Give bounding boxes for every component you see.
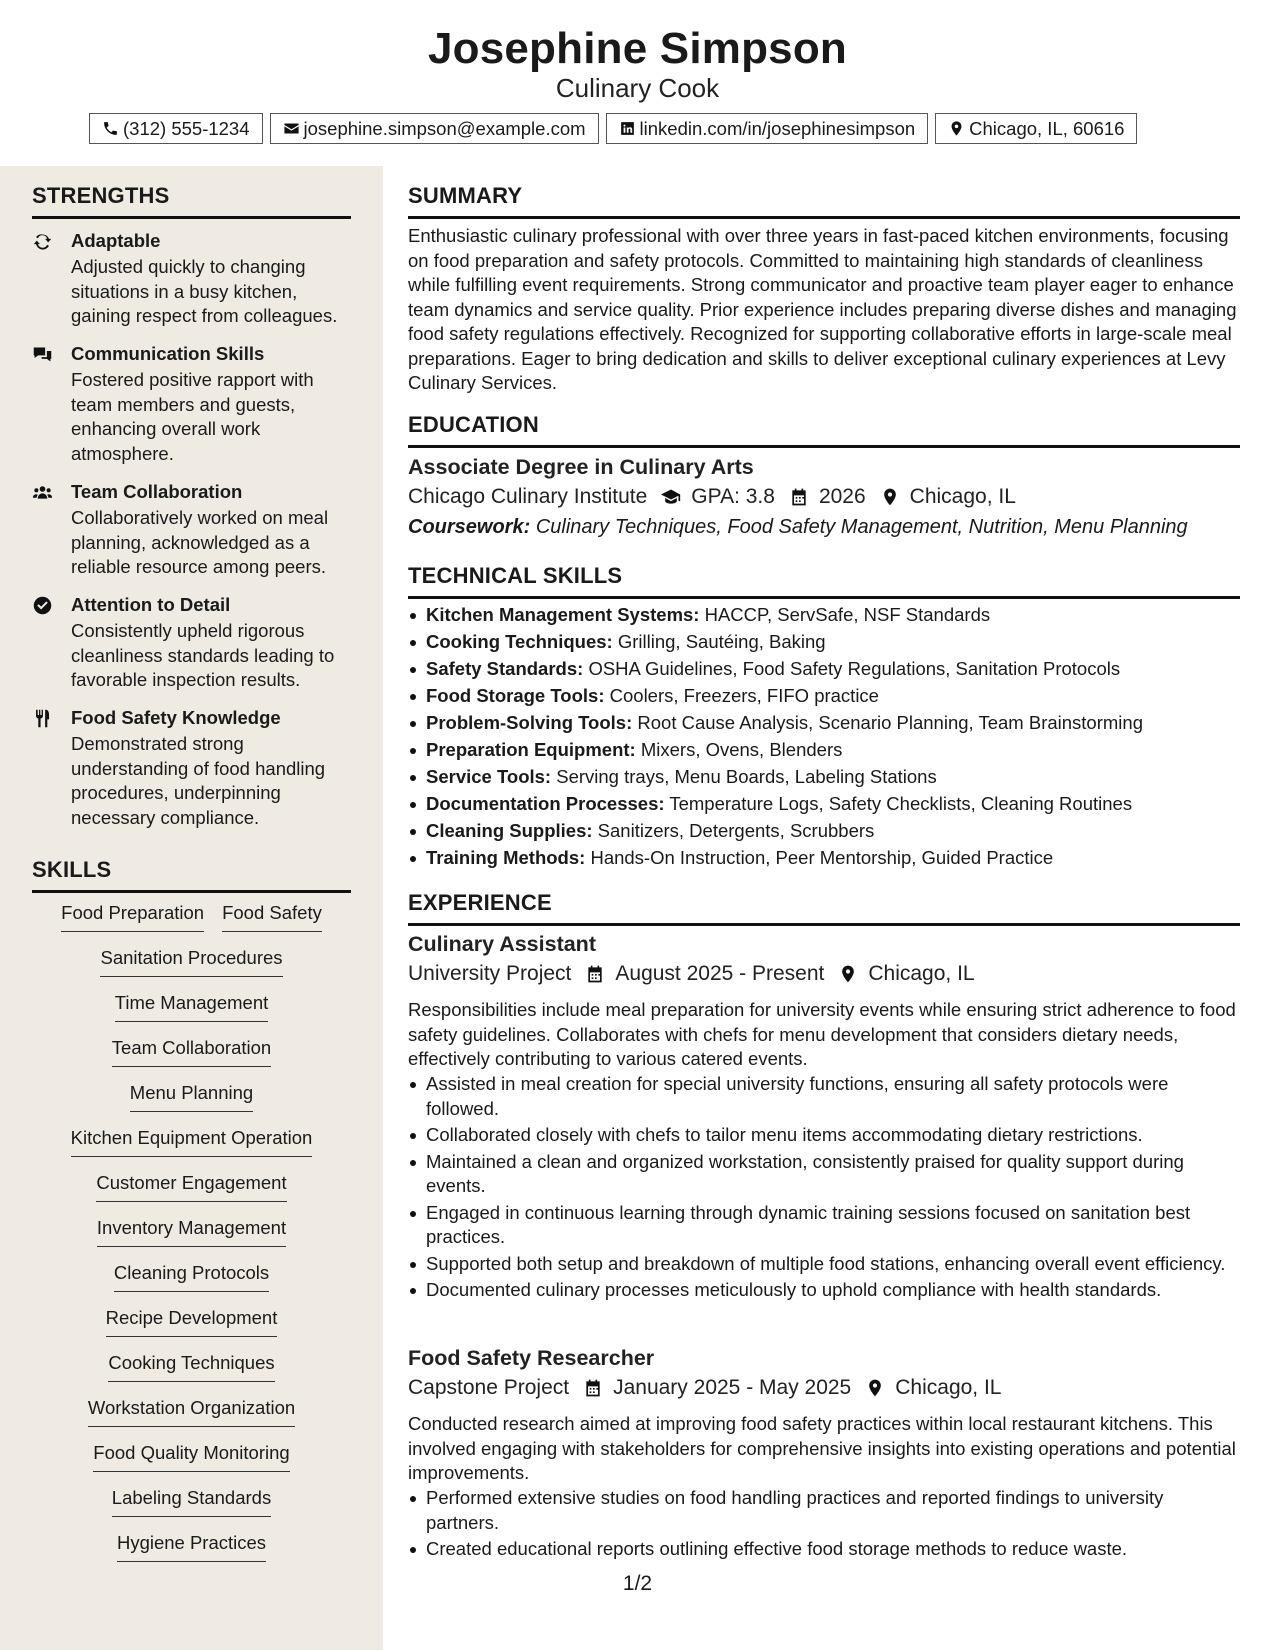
skill-tag: Hygiene Practices [117, 1531, 266, 1562]
skill-tag: Inventory Management [97, 1216, 286, 1247]
phone-text: (312) 555-1234 [123, 117, 250, 139]
degree-title: Associate Degree in Culinary Arts [408, 455, 754, 479]
job-org: Capstone Project [408, 1376, 570, 1399]
job-title: Food Safety Researcher [408, 1346, 655, 1370]
strength-description: Consistently upheld rigorous cleanliness standards leading to favorable inspection results. [71, 620, 335, 690]
skill-tag: Labeling Standards [112, 1486, 271, 1517]
skill-tag: Menu Planning [130, 1081, 253, 1112]
job-bullet: Assisted in meal creation for special university functions, ensuring all safety protocols were followed. [408, 1072, 1240, 1121]
strength-name: Food Safety Knowledge [71, 707, 281, 728]
strength-description: Adjusted quickly to changing situations in a busy kitchen, gaining respect from colleagues. [71, 256, 338, 326]
map-pin-icon [838, 964, 858, 984]
phone-contact[interactable] [89, 113, 263, 144]
skills-list [32, 901, 351, 1576]
education-location: Chicago, IL [909, 485, 1016, 508]
job-bullet: Performed extensive studies on food handling practices and reported findings to university partners. [408, 1486, 1240, 1535]
job-bullet: Maintained a clean and organized workstation, consistently praised for quality support during events. [408, 1150, 1240, 1199]
job-bullet: Engaged in continuous learning through dynamic training sessions focused on sanitation best practices. [408, 1201, 1240, 1250]
refresh-icon [32, 231, 54, 253]
strength-description: Fostered positive rapport with team members and guests, enhancing overall work atmosphere. [71, 369, 314, 464]
tech-skill-item: Kitchen Management Systems: HACCP, ServSafe, NSF Standards [408, 603, 1240, 630]
graduation-cap-icon [661, 487, 681, 507]
calendar-icon [583, 1378, 603, 1398]
linkedin-icon [619, 120, 636, 137]
email-contact[interactable] [270, 113, 599, 144]
tech-skill-item: Cooking Techniques: Grilling, Sautéing, Baking [408, 630, 1240, 657]
job-location: Chicago, IL [895, 1376, 1002, 1399]
skill-tag: Food Safety [222, 901, 322, 932]
envelope-icon [283, 120, 300, 137]
strength-name: Adaptable [71, 230, 161, 251]
summary-text: Enthusiastic culinary professional with over three years in fast-paced kitchen environments, focusing on food preparation and safety protocols. Committed to maintaining high standards of cleanliness while fulfilling event requirements. Strong communicator and proactive team player eager to enhance team dynamics and service quality. Prior experience includes preparing diverse dishes and managing food safety regulations effectively. Recognized for supporting collaborative efforts in large-scale meal preparations. Eager to bring dedication and skills to deliver exceptional culinary experiences at Levy Culinary Services. [408, 225, 1237, 393]
tech-skill-item: Documentation Processes: Temperature Logs, Safety Checklists, Cleaning Routines [408, 792, 1240, 819]
experience-heading: EXPERIENCE [408, 890, 1240, 926]
strength-item [32, 593, 351, 693]
map-pin-icon [865, 1378, 885, 1398]
map-pin-icon [880, 487, 900, 507]
job-title: Culinary Cook [555, 73, 720, 103]
email-text: josephine.simpson@example.com [303, 117, 586, 139]
skill-tag: Food Preparation [61, 901, 204, 932]
job-bullet: Documented culinary processes meticulously to uphold compliance with health standards. [408, 1278, 1240, 1303]
phone-icon [102, 120, 119, 137]
job-dates: August 2025 - Present [615, 962, 825, 985]
tech-skill-item: Preparation Equipment: Mixers, Ovens, Blenders [408, 738, 1240, 765]
linkedin-text: linkedin.com/in/josephinesimpson [639, 117, 916, 139]
sidebar [0, 166, 383, 1650]
education-meta [408, 483, 1016, 511]
skill-tag: Recipe Development [106, 1306, 278, 1337]
technical-skills-heading: TECHNICAL SKILLS [408, 563, 1240, 599]
strengths-heading: STRENGTHS [32, 183, 351, 219]
check-circle-icon [32, 595, 54, 617]
tech-skill-item: Safety Standards: OSHA Guidelines, Food Safety Regulations, Sanitation Protocols [408, 657, 1240, 684]
strength-description: Demonstrated strong understanding of food handling procedures, underpinning necessary compliance. [71, 733, 326, 828]
strength-name: Communication Skills [71, 343, 265, 364]
strength-item [32, 706, 351, 830]
gpa: GPA: 3.8 [691, 485, 775, 508]
coursework-label: Coursework: [408, 516, 531, 538]
skill-tag: Customer Engagement [96, 1171, 286, 1202]
job-meta [408, 1374, 1001, 1402]
job-bullet: Collaborated closely with chefs to tailor menu items accommodating dietary restrictions. [408, 1123, 1240, 1148]
strength-item [32, 342, 351, 466]
job-bullet: Supported both setup and breakdown of multiple food stations, enhancing overall event efficiency. [408, 1252, 1240, 1277]
skill-tag: Cooking Techniques [108, 1351, 274, 1382]
tech-skill-item: Problem-Solving Tools: Root Cause Analysis, Scenario Planning, Team Brainstorming [408, 711, 1240, 738]
job-org: University Project [408, 962, 572, 985]
skills-heading: SKILLS [32, 857, 351, 893]
tech-skill-item: Cleaning Supplies: Sanitizers, Detergents, Scrubbers [408, 819, 1240, 846]
strength-name: Attention to Detail [71, 594, 231, 615]
job-location: Chicago, IL [868, 962, 975, 985]
candidate-name: Josephine Simpson [427, 24, 848, 73]
education-heading: EDUCATION [408, 412, 1240, 448]
calendar-icon [585, 964, 605, 984]
resume-header [0, 0, 1275, 166]
location-contact[interactable] [935, 113, 1137, 144]
job-title: Culinary Assistant [408, 932, 596, 956]
coursework [408, 513, 1188, 541]
map-pin-icon [948, 120, 965, 137]
chat-bubbles-icon [32, 344, 54, 366]
job-description: Conducted research aimed at improving food safety practices within local restaurant kitchens. This involved engaging with stakeholders for comprehensive insights into existing operations and potential improvements. [408, 1413, 1236, 1483]
graduation-year: 2026 [818, 485, 866, 508]
tech-skill-item: Training Methods: Hands-On Instruction, Peer Mentorship, Guided Practice [408, 846, 1240, 873]
summary-heading: SUMMARY [408, 183, 1240, 219]
utensils-icon [32, 708, 54, 730]
strength-item [32, 480, 351, 580]
calendar-icon [789, 487, 809, 507]
users-icon [32, 482, 54, 504]
skill-tag: Food Quality Monitoring [93, 1441, 289, 1472]
contact-bar [89, 113, 1137, 145]
job-bullet: Created educational reports outlining effective food storage methods to reduce waste. [408, 1537, 1240, 1562]
strength-item [32, 229, 351, 329]
skill-tag: Sanitation Procedures [100, 946, 282, 977]
strength-name: Team Collaboration [71, 481, 243, 502]
school-name: Chicago Culinary Institute [408, 485, 648, 508]
job-bullets [408, 1486, 1240, 1564]
page-number: 1/2 [622, 1572, 653, 1595]
location-text: Chicago, IL, 60616 [969, 117, 1125, 139]
technical-skills-list [408, 603, 1240, 873]
strength-description: Collaboratively worked on meal planning, acknowledged as a reliable resource among peers. [71, 507, 329, 577]
tech-skill-item: Service Tools: Serving trays, Menu Boards, Labeling Stations [408, 765, 1240, 792]
skill-tag: Time Management [115, 991, 269, 1022]
skill-tag: Workstation Organization [88, 1396, 295, 1427]
skill-tag: Team Collaboration [112, 1036, 271, 1067]
coursework-list: Culinary Techniques, Food Safety Management, Nutrition, Menu Planning [535, 516, 1188, 538]
skill-tag: Cleaning Protocols [114, 1261, 269, 1292]
tech-skill-item: Food Storage Tools: Coolers, Freezers, FIFO practice [408, 684, 1240, 711]
job-dates: January 2025 - May 2025 [613, 1376, 852, 1399]
job-meta [408, 960, 975, 988]
job-bullets [408, 1072, 1240, 1305]
job-description: Responsibilities include meal preparation for university events while ensuring strict adherence to food safety guidelines. Collaborates with chefs for menu development that considers dietary needs, effectively contributing to various catered events. [408, 999, 1236, 1069]
skill-tag: Kitchen Equipment Operation [71, 1126, 313, 1157]
linkedin-contact[interactable] [606, 113, 929, 144]
